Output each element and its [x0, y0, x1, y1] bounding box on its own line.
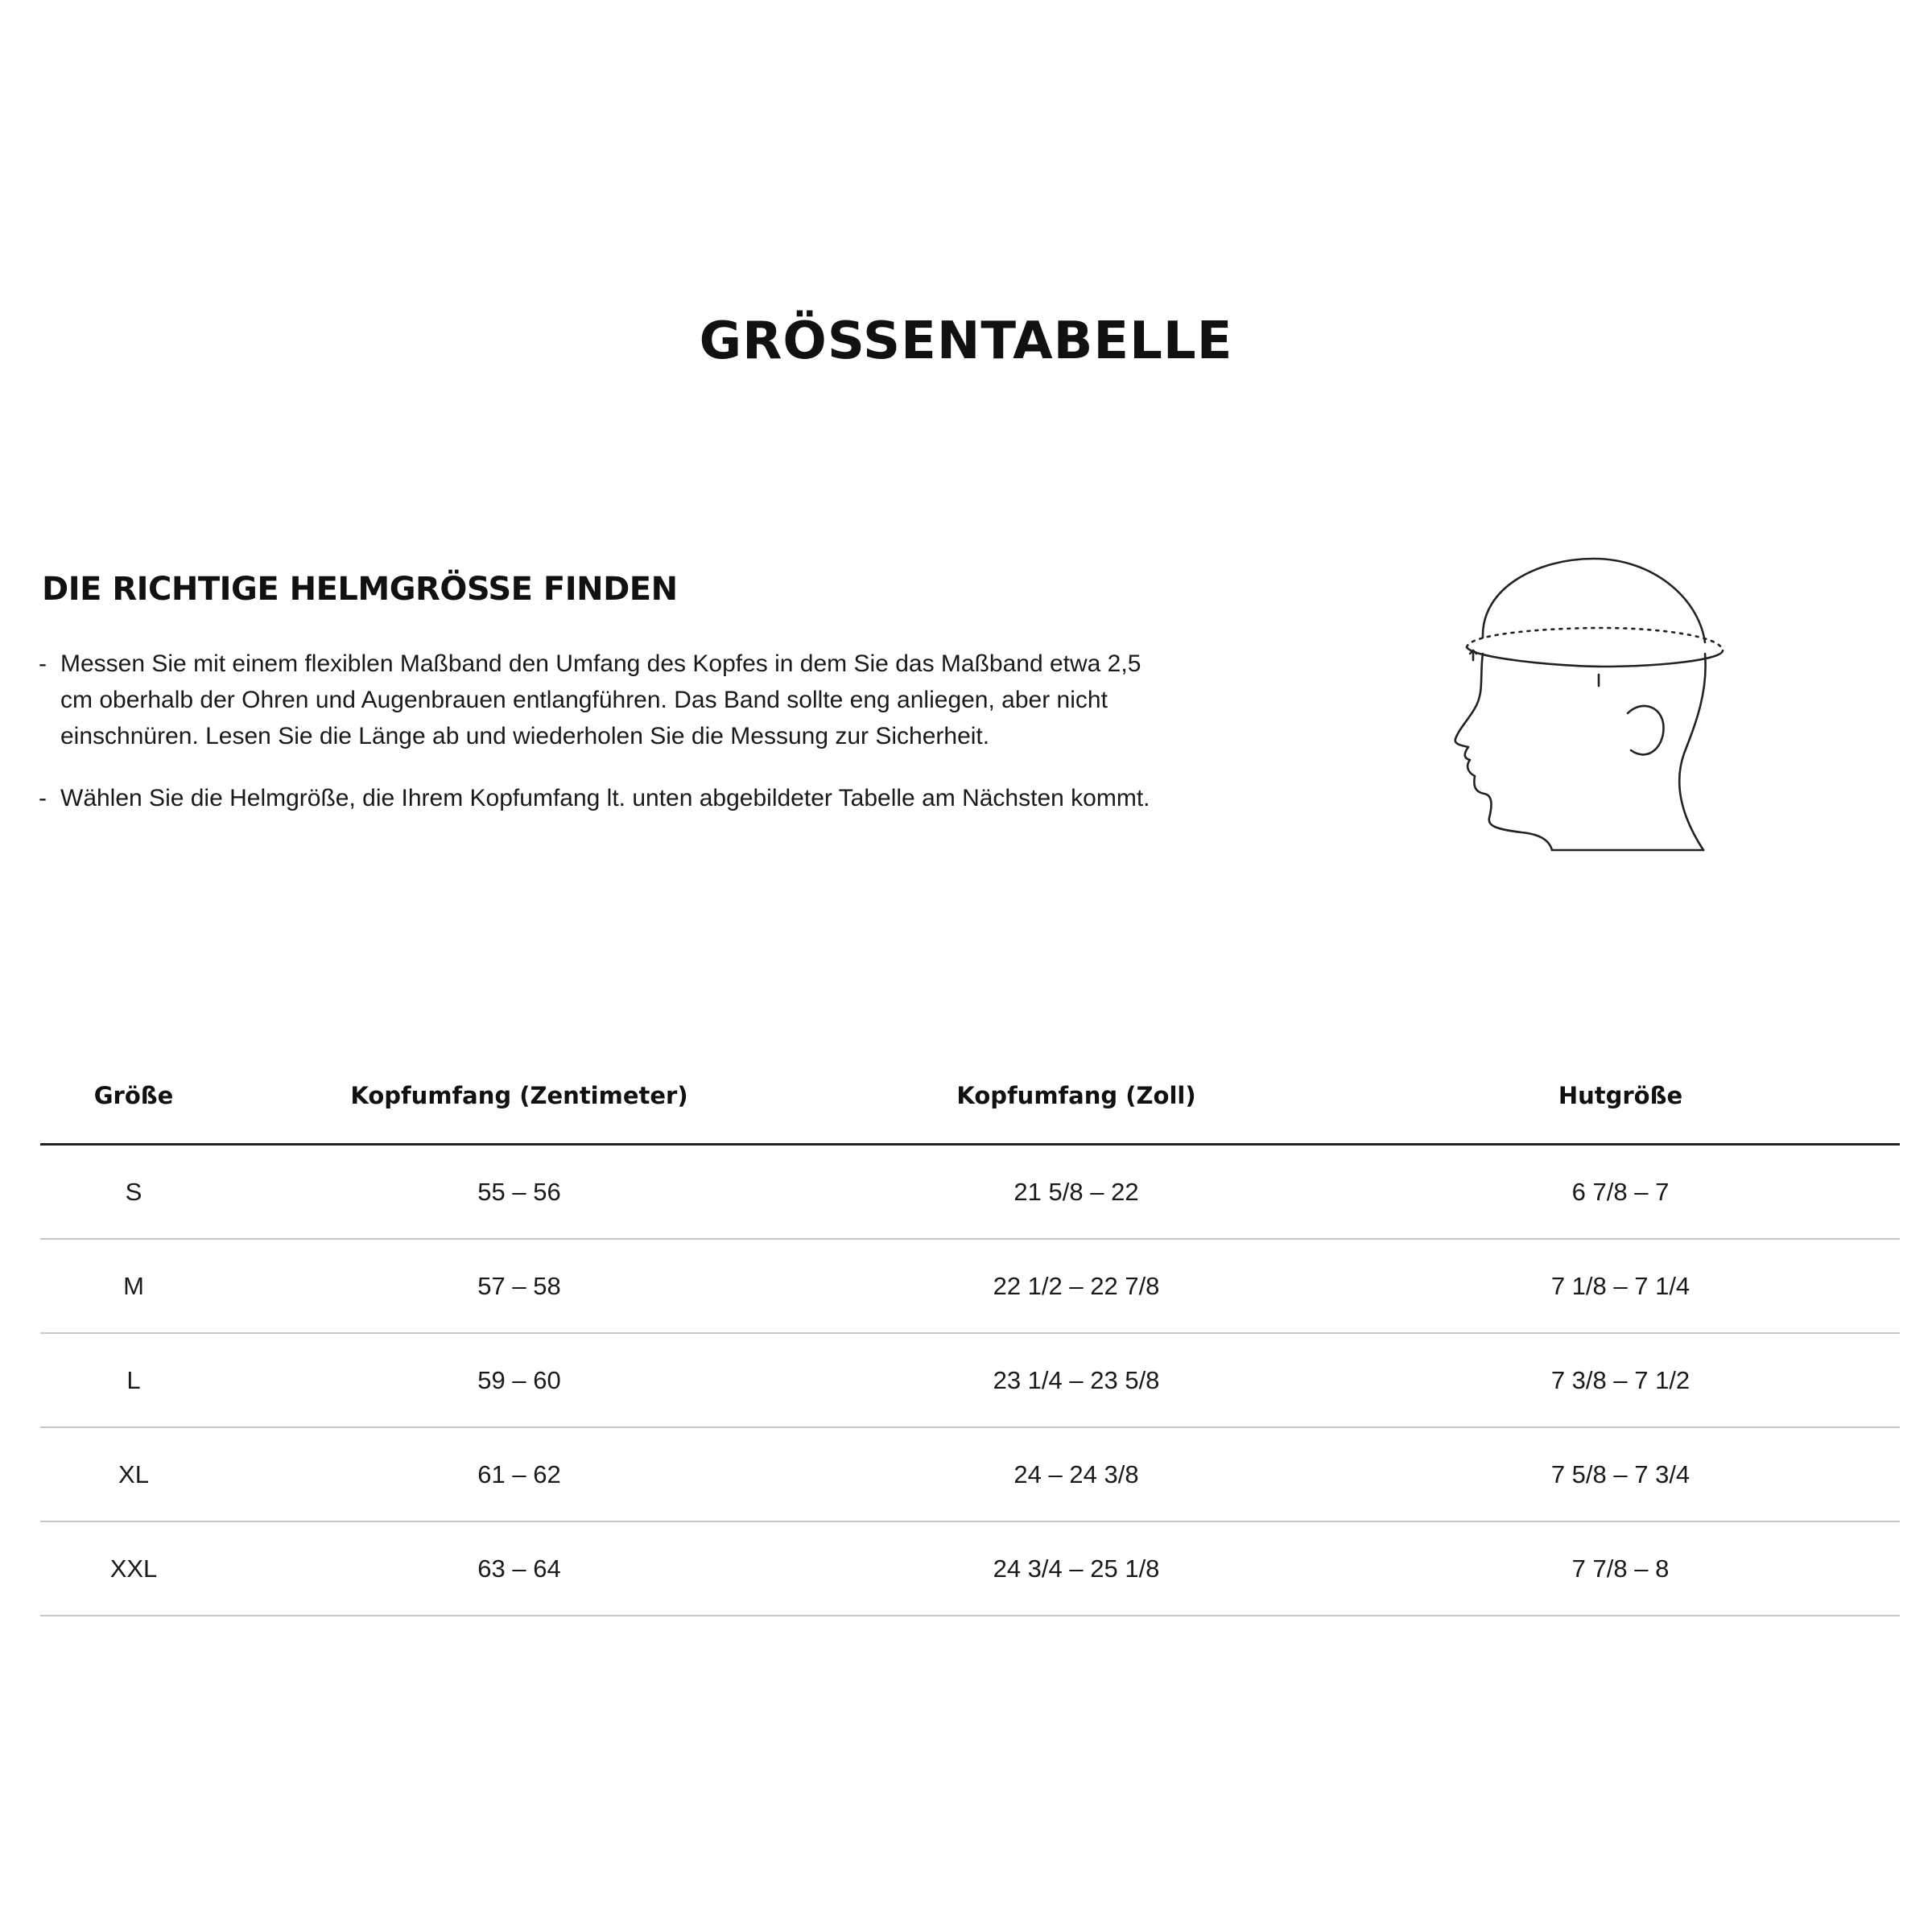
- page-title: GRÖSSENTABELLE: [699, 312, 1233, 371]
- table-row: [40, 1427, 1900, 1521]
- table-row: [40, 1239, 1900, 1333]
- instruction-text: Messen Sie mit einem flexiblen Maßband den Umfang des Kopfes in dem Sie das Maßband etwa 2,5 cm oberhalb der Ohren und Augenbrauen entlangführen. Das Band sollte eng anliegen, aber nicht einschnüren. Lesen Sie die Länge ab und wiederholen Sie die Messung zur Sicherheit.: [60, 650, 1141, 749]
- instruction-item: [39, 780, 1166, 816]
- table-row: [40, 1145, 1900, 1240]
- bullet-marker: -: [39, 650, 47, 677]
- cell-hat-size: 7 3/8 – 7 1/2: [1341, 1333, 1900, 1427]
- cell-hat-size: 7 5/8 – 7 3/4: [1341, 1427, 1900, 1521]
- column-header-hat-size: Hutgröße: [1341, 1048, 1900, 1145]
- section-heading: DIE RICHTIGE HELMGRÖSSE FINDEN: [42, 571, 678, 608]
- cell-circumference-cm: 59 – 60: [227, 1333, 811, 1427]
- cell-size: L: [40, 1333, 227, 1427]
- cell-circumference-cm: 55 – 56: [227, 1145, 811, 1240]
- column-header-circumference-inch: Kopfumfang (Zoll): [811, 1048, 1341, 1145]
- instruction-list: [39, 646, 1166, 842]
- cell-hat-size: 6 7/8 – 7: [1341, 1145, 1900, 1240]
- table-row: [40, 1333, 1900, 1427]
- cell-size: XXL: [40, 1521, 227, 1616]
- instruction-item: [39, 646, 1166, 754]
- cell-hat-size: 7 7/8 – 8: [1341, 1521, 1900, 1616]
- cell-circumference-inch: 22 1/2 – 22 7/8: [811, 1239, 1341, 1333]
- cell-size: S: [40, 1145, 227, 1240]
- cell-circumference-inch: 21 5/8 – 22: [811, 1145, 1341, 1240]
- cell-circumference-inch: 24 3/4 – 25 1/8: [811, 1521, 1341, 1616]
- cell-circumference-inch: 24 – 24 3/8: [811, 1427, 1341, 1521]
- cell-size: XL: [40, 1427, 227, 1521]
- table-header-row: [40, 1048, 1900, 1145]
- cell-circumference-inch: 23 1/4 – 23 5/8: [811, 1333, 1341, 1427]
- bullet-marker: -: [39, 785, 47, 811]
- cell-hat-size: 7 1/8 – 7 1/4: [1341, 1239, 1900, 1333]
- column-header-circumference-cm: Kopfumfang (Zentimeter): [227, 1048, 811, 1145]
- cell-circumference-cm: 63 – 64: [227, 1521, 811, 1616]
- cell-circumference-cm: 61 – 62: [227, 1427, 811, 1521]
- instruction-text: Wählen Sie die Helmgröße, die Ihrem Kopfumfang lt. unten abgebildeter Tabelle am Nächsten kommt.: [60, 785, 1150, 811]
- head-measurement-icon: [1449, 547, 1739, 861]
- cell-circumference-cm: 57 – 58: [227, 1239, 811, 1333]
- table-row: [40, 1521, 1900, 1616]
- cell-size: M: [40, 1239, 227, 1333]
- column-header-size: Größe: [40, 1048, 227, 1145]
- size-table: [40, 1048, 1900, 1616]
